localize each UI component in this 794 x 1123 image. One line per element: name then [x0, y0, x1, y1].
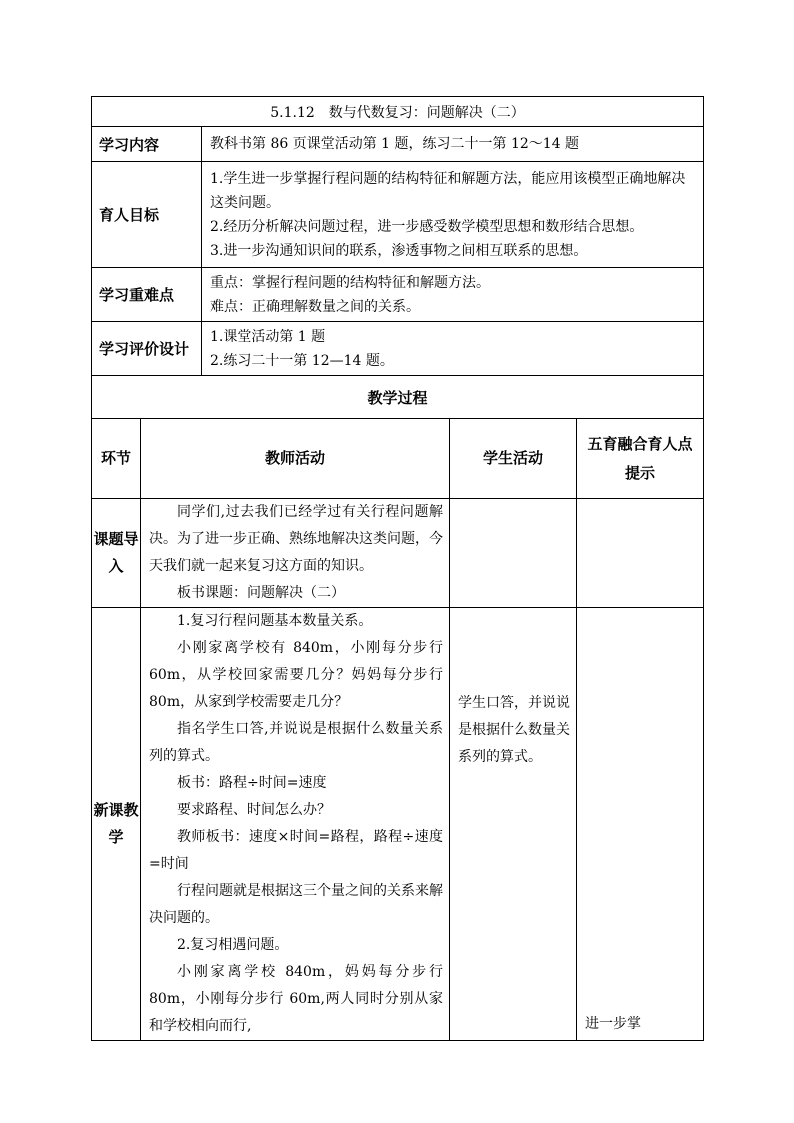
teacher-paragraph: 同学们,过去我们已经学过有关行程问题解决。为了进一步正确、熟练地解决这类问题，今天我们就一起来复习这方面的知识。 — [149, 504, 443, 574]
lesson-plan-table — [91, 96, 704, 1041]
key-point-item: 重点：掌握行程问题的结构特征和解题方法。 — [210, 274, 490, 291]
content-label: 学习内容 — [92, 127, 202, 162]
teacher-paragraph: 指名学生口答,并说说是根据什么数量关系列的算式。 — [149, 721, 443, 764]
stage-intro-wuyu — [577, 499, 704, 608]
evaluation-item: 2.练习二十一第 12—14 题。 — [210, 352, 394, 369]
teacher-paragraph: 板书：路程÷时间=速度 — [177, 775, 327, 791]
goals-list — [202, 162, 704, 268]
stage-intro-row — [92, 499, 704, 608]
goal-item: 1.学生进一步掌握行程问题的结构特征和解题方法，能应用该模型正确地解决这类问题。 — [210, 170, 686, 211]
content-value: 教科书第 86 页课堂活动第 1 题，练习二十一第 12～14 题 — [202, 127, 704, 162]
process-title-row — [92, 376, 704, 419]
stage-intro-teacher — [141, 499, 450, 608]
process-title: 教学过程 — [92, 376, 704, 419]
evaluation-label: 学习评价设计 — [92, 322, 202, 376]
header-teacher-activity: 教师活动 — [141, 419, 450, 499]
teacher-paragraph: 小刚家离学校有 840m，小刚每分步行 60m，从学校回家需要几分？妈妈每分步行 80m，从家到学校需要走几分？ — [149, 640, 443, 710]
teacher-paragraph: 1.复习行程问题基本数量关系。 — [177, 613, 373, 629]
evaluation-list — [202, 322, 704, 376]
stage-intro-name: 课题导入 — [92, 499, 141, 608]
teacher-paragraph: 行程问题就是根据这三个量之间的关系来解决问题的。 — [149, 883, 443, 926]
evaluation-item: 1.课堂活动第 1 题 — [210, 328, 326, 345]
teacher-paragraph: 小刚家离学校 840m，妈妈每分步行 80m，小刚每分步行 60m,两人同时分别从家和学校相向而行, — [149, 964, 443, 1034]
teacher-paragraph: 2.复习相遇问题。 — [177, 937, 289, 953]
lesson-plan-page — [91, 96, 703, 1041]
stage-new-student: 学生口答，并说说是根据什么数量关系列的算式。 — [450, 608, 577, 1041]
key-points-label: 学习重难点 — [92, 268, 202, 322]
header-wuyu-hint: 五育融合育人点提示 — [577, 419, 704, 499]
evaluation-row — [92, 322, 704, 376]
teacher-paragraph: 板书课题：问题解决（二） — [177, 585, 345, 601]
header-stage: 环节 — [92, 419, 141, 499]
lesson-title: 5.1.12 数与代数复习：问题解决（二） — [92, 97, 704, 127]
content-row — [92, 127, 704, 162]
stage-new-wuyu: 进一步掌 — [577, 608, 704, 1041]
header-student-activity: 学生活动 — [450, 419, 577, 499]
stage-new-name: 新课教学 — [92, 608, 141, 1041]
goal-item: 2.经历分析解决问题过程，进一步感受数学模型思想和数形结合思想。 — [210, 218, 644, 235]
title-row — [92, 97, 704, 127]
teacher-paragraph: 教师板书：速度×时间=路程，路程÷速度=时间 — [149, 829, 443, 872]
goals-row — [92, 162, 704, 268]
process-header-row — [92, 419, 704, 499]
key-points-row — [92, 268, 704, 322]
teacher-paragraph: 要求路程、时间怎么办？ — [177, 802, 331, 818]
stage-new-row — [92, 608, 704, 1041]
goal-item: 3.进一步沟通知识间的联系，渗透事物之间相互联系的思想。 — [210, 242, 588, 259]
goals-label: 育人目标 — [92, 162, 202, 268]
stage-new-teacher — [141, 608, 450, 1041]
stage-intro-student — [450, 499, 577, 608]
key-points-list — [202, 268, 704, 322]
key-point-item: 难点：正确理解数量之间的关系。 — [210, 298, 420, 315]
